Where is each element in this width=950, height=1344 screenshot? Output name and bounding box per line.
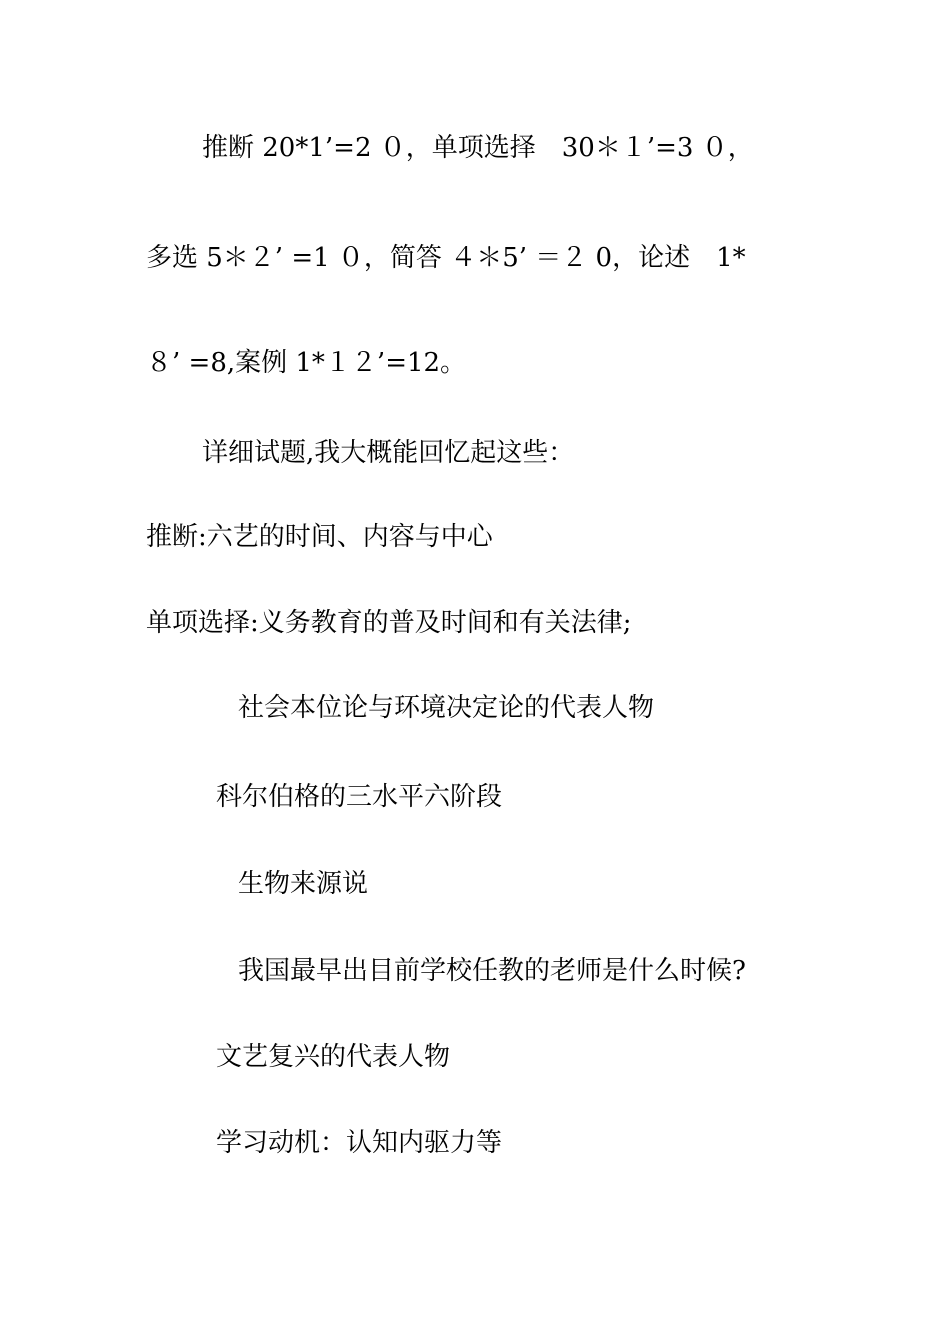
- score-breakdown-line-2: 多选 5＊２’ =1 ０，简答 ４＊5’ ＝２ 0，论述 1*: [146, 243, 746, 273]
- topic-item: 学习动机：认知内驱力等: [216, 1128, 503, 1158]
- intro-paragraph: 详细试题,我大概能回忆起这些：: [202, 438, 575, 468]
- topic-item: 社会本位论与环境决定论的代表人物: [238, 693, 655, 723]
- score-breakdown-line-1: 推断 20*1’=2 ０，单项选择 30＊１’=3 ０，: [202, 133, 754, 163]
- topic-item: 生物来源说: [238, 869, 369, 899]
- single-choice-topic: 单项选择:义务教育的普及时间和有关法律;: [146, 608, 632, 638]
- score-breakdown-line-3: ８’ =8,案例 1*１２’=12。: [146, 348, 467, 378]
- topic-item: 科尔伯格的三水平六阶段: [216, 782, 503, 812]
- topic-item: 我国最早出目前学校任教的老师是什么时候?: [238, 956, 746, 986]
- topic-item: 文艺复兴的代表人物: [216, 1042, 451, 1072]
- judgment-topic: 推断:六艺的时间、内容与中心: [146, 522, 493, 552]
